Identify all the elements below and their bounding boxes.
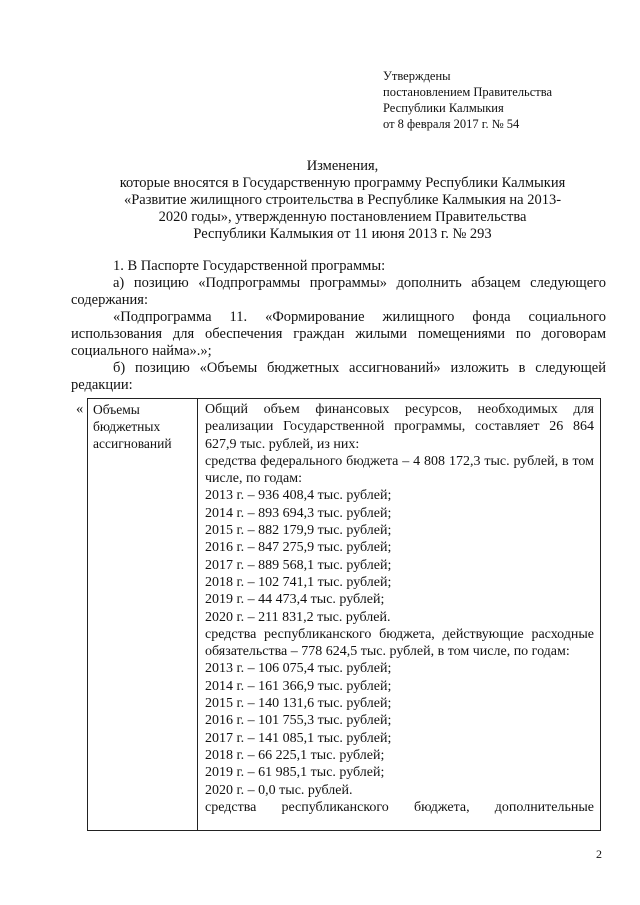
approval-line: Республики Калмыкия — [383, 101, 504, 115]
approval-line: постановлением Правительства — [383, 85, 553, 99]
table-opening-quote: « — [76, 401, 84, 417]
federal-year-row: 2015 г. – 882 179,9 тыс. рублей; — [205, 523, 392, 539]
heading-line: Изменения, — [306, 158, 379, 174]
federal-year-row: 2013 г. – 936 408,4 тыс. рублей; — [205, 488, 392, 504]
table-label-cell: Объемы бюджетных ассигнований — [88, 399, 198, 830]
budget-allocation-table — [87, 398, 601, 831]
republic-year-row: 2020 г. – 0,0 тыс. рублей. — [205, 782, 353, 798]
paragraph-item-a: а) позицию «Подпрограммы программы» дополнить абзацем следующего содержания: — [71, 275, 606, 308]
republic-year-row: 2015 г. – 140 131,6 тыс. рублей; — [205, 696, 392, 712]
republic-year-row: 2016 г. – 101 755,3 тыс. рублей; — [205, 713, 392, 729]
republic-year-row: 2018 г. – 66 225,1 тыс. рублей; — [205, 747, 385, 763]
federal-budget-intro: средства федерального бюджета – 4 808 172,3 тыс. рублей, в том числе, по годам: — [205, 453, 594, 487]
approval-line: Утверждены — [383, 69, 451, 83]
heading-line: «Развитие жилищного строительства в Республике Калмыкия на 2013- — [123, 192, 562, 208]
federal-year-row: 2014 г. – 893 694,3 тыс. рублей; — [205, 505, 392, 521]
document-heading — [90, 158, 595, 243]
federal-year-row: 2016 г. – 847 275,9 тыс. рублей; — [205, 540, 392, 556]
federal-year-row: 2019 г. – 44 473,4 тыс. рублей; — [205, 592, 385, 608]
republic-year-row: 2014 г. – 161 366,9 тыс. рублей; — [205, 678, 392, 694]
body-text — [71, 258, 606, 394]
republic-year-row: 2019 г. – 61 985,1 тыс. рублей; — [205, 765, 385, 781]
republic-year-row: 2013 г. – 106 075,4 тыс. рублей; — [205, 661, 392, 677]
total-funding-text: Общий объем финансовых ресурсов, необходимых для реализации Государственной программы, составляет 26 864 627,9 тыс. рублей, из них: — [205, 402, 594, 452]
paragraph-passport: 1. В Паспорте Государственной программы: — [113, 258, 386, 274]
additional-budget-intro: средства республиканского бюджета, дополнительные — [205, 799, 594, 815]
federal-year-row: 2017 г. – 889 568,1 тыс. рублей; — [205, 557, 392, 573]
federal-year-row: 2018 г. – 102 741,1 тыс. рублей; — [205, 574, 392, 590]
heading-line: Республики Калмыкия от 11 июня 2013 г. № 293 — [193, 226, 492, 242]
heading-line: которые вносятся в Государственную программу Республики Калмыкия — [119, 175, 566, 191]
table-content-cell — [198, 399, 600, 830]
approval-block — [383, 68, 552, 132]
republic-year-row: 2017 г. – 141 085,1 тыс. рублей; — [205, 730, 392, 746]
federal-year-row: 2020 г. – 211 831,2 тыс. рублей. — [205, 609, 391, 625]
heading-line: 2020 годы», утвержденную постановлением Правительства — [158, 209, 527, 225]
paragraph-item-b: б) позицию «Объемы бюджетных ассигнований» изложить в следующей редакции: — [71, 360, 606, 393]
paragraph-subprogram-quote: «Подпрограмма 11. «Формирование жилищного фонда социального использования для обеспечения граждан жилыми помещениями по договорам социального найма».»; — [71, 309, 606, 359]
republic-budget-intro: средства республиканского бюджета, действующие расходные обязательства – 778 624,5 тыс. рублей, в том числе, по годам: — [205, 626, 594, 660]
page-number: 2 — [596, 847, 602, 861]
approval-line: от 8 февраля 2017 г. № 54 — [383, 117, 520, 131]
